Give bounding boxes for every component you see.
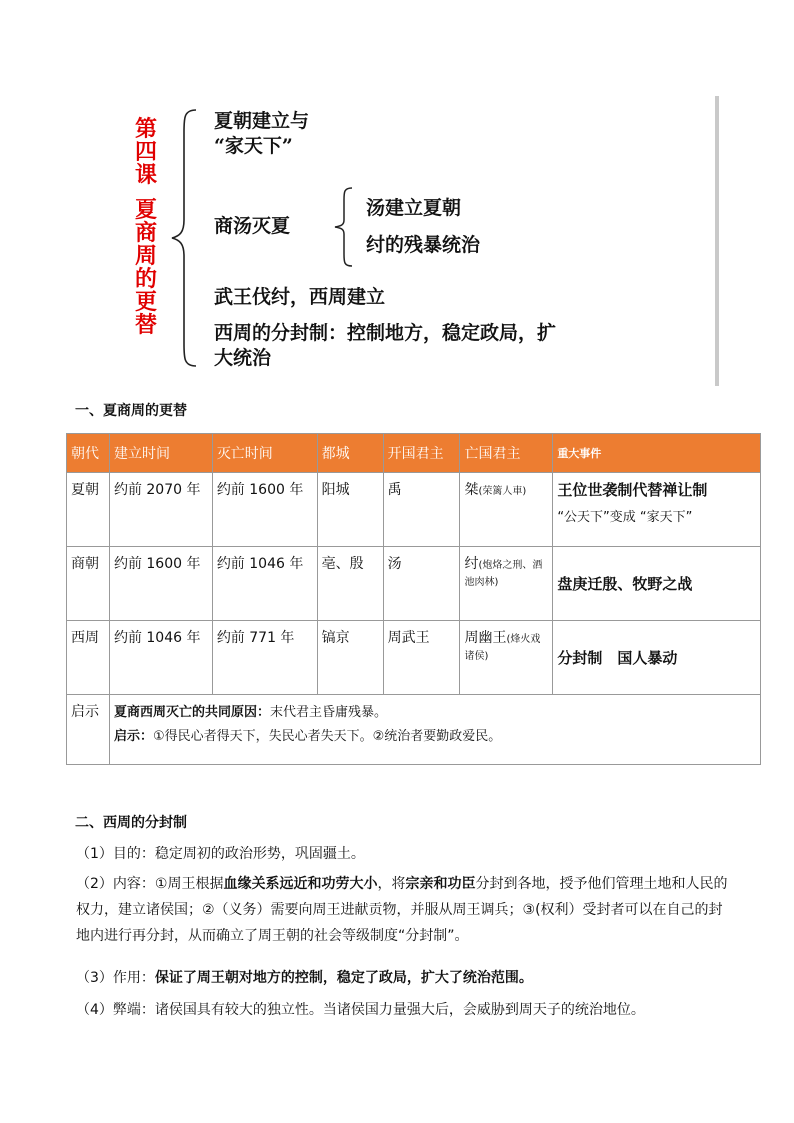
para-content	[76, 871, 736, 949]
footer-line2-rest: ①得民心者得天下，失民心者失天下。②统治者要勤政爱民。	[152, 729, 502, 744]
title-char: 的	[134, 266, 157, 292]
event-main: 盘庚迁殷、牧野之战	[557, 575, 693, 593]
cell-founded: 约前 1600 年	[109, 547, 212, 621]
last-ruler-note: (荣篱人車)	[478, 486, 527, 497]
cell-dynasty: 夏朝	[67, 473, 110, 547]
mindmap-item-fenfeng-line1: 西周的分封制：控制地方，稳定政局，扩	[214, 322, 557, 344]
cell-fell: 约前 1600 年	[212, 473, 317, 547]
footer-line2	[114, 725, 756, 749]
mindmap-item-xia-line1: 夏朝建立与	[214, 110, 310, 132]
event-main: 王位世袭制代替禅让制	[557, 481, 708, 499]
mindmap-item-fenfeng-line2: 大统治	[214, 347, 272, 369]
cell-last-ruler	[460, 621, 553, 695]
col-header: 亡国君主	[460, 434, 553, 473]
cell-event	[553, 547, 761, 621]
cell-event	[553, 473, 761, 547]
title-char: 替	[134, 312, 157, 338]
title-char: 商	[134, 220, 157, 246]
sub-brace	[332, 186, 356, 268]
para-content-bold: 宗亲和功臣	[405, 876, 476, 892]
table-row	[67, 473, 761, 547]
mindmap-item-xia-line2: “家天下”	[214, 135, 293, 157]
col-header: 重大事件	[553, 434, 761, 473]
cell-founder: 周武王	[383, 621, 460, 695]
mindmap-item-shang: 商汤灭夏	[214, 215, 291, 237]
title-char: 课	[134, 162, 157, 188]
table-row	[67, 547, 761, 621]
cell-last-ruler	[460, 547, 553, 621]
main-brace	[168, 108, 202, 368]
section2-heading: 二、西周的分封制	[75, 815, 187, 831]
title-char: 四	[134, 139, 157, 165]
table-footer-row	[67, 695, 761, 765]
section1-heading: 一、夏商周的更替	[75, 403, 187, 419]
event-main: 分封制 国人暴动	[557, 649, 678, 667]
page-divider-bar	[715, 96, 719, 386]
title-char: 夏	[134, 197, 157, 223]
cell-founded: 约前 1046 年	[109, 621, 212, 695]
cell-capital: 亳、殷	[317, 547, 383, 621]
mindmap-item-wuwang: 武王伐纣，西周建立	[214, 286, 386, 308]
cell-capital: 镐京	[317, 621, 383, 695]
cell-founded: 约前 2070 年	[109, 473, 212, 547]
para-effect-bold: 保证了周王朝对地方的控制，稳定了政局，扩大了统治范围。	[154, 970, 533, 986]
footer-line1-rest: 末代君主昏庸残暴。	[269, 705, 387, 720]
col-header: 都城	[317, 434, 383, 473]
para-effect	[76, 965, 736, 991]
col-header: 开国君主	[383, 434, 460, 473]
dynasty-table	[66, 433, 761, 765]
cell-founder: 禹	[383, 473, 460, 547]
cell-capital: 阳城	[317, 473, 383, 547]
table-header-row	[67, 434, 761, 473]
footer-content	[109, 695, 760, 765]
para-content-text: （2）内容：①周王根据	[76, 876, 224, 892]
para-content-text: 分封到各地，授予他们管理土地和人民的权力，建立诸侯国；②（义务）需要向周王进献贡物，并服从周王调兵；③(权利）受封者可以在自己的封地内进行再分封，从而确立了周王朝的社会等级制度“分封制”。	[76, 876, 728, 944]
para-content-text: ，将	[377, 876, 406, 892]
last-ruler-note: (烽火戏诸侯)	[464, 634, 541, 662]
cell-fell: 约前 771 年	[212, 621, 317, 695]
cell-dynasty: 商朝	[67, 547, 110, 621]
para-purpose: （1）目的：稳定周初的政治形势，巩固疆土。	[76, 846, 365, 862]
last-ruler: 纣	[464, 556, 479, 572]
footer-label: 启示	[67, 695, 110, 765]
col-header: 灭亡时间	[212, 434, 317, 473]
cell-event	[553, 621, 761, 695]
para-effect-label: （3）作用：	[76, 970, 155, 986]
footer-line1-bold: 夏商西周灭亡的共同原因：	[113, 705, 270, 720]
col-header: 朝代	[67, 434, 110, 473]
col-header: 建立时间	[109, 434, 212, 473]
event-sub: “公天下”变成 “家天下”	[557, 510, 693, 525]
cell-dynasty: 西周	[67, 621, 110, 695]
title-char: 第	[134, 116, 157, 142]
footer-line1	[114, 701, 756, 725]
title-char: 周	[134, 243, 157, 269]
last-ruler-note: (炮烙之刑、酒池肉林)	[464, 560, 543, 588]
footer-line2-bold: 启示：	[113, 729, 153, 744]
title-char: 更	[134, 289, 157, 315]
para-content-bold: 血缘关系远近和功劳大小	[223, 876, 378, 892]
cell-fell: 约前 1046 年	[212, 547, 317, 621]
last-ruler: 周幽王	[464, 630, 507, 646]
cell-founder: 汤	[383, 547, 460, 621]
table-row	[67, 621, 761, 695]
mindmap-subitem-2: 纣的残暴统治	[366, 234, 481, 256]
last-ruler: 桀	[464, 482, 479, 498]
lesson-title-vertical	[131, 118, 161, 337]
cell-last-ruler	[460, 473, 553, 547]
para-drawback: （4）弊端：诸侯国具有较大的独立性。当诸侯国力量强大后，会威胁到周天子的统治地位。	[76, 1002, 645, 1018]
mindmap-subitem-1: 汤建立夏朝	[366, 197, 462, 219]
